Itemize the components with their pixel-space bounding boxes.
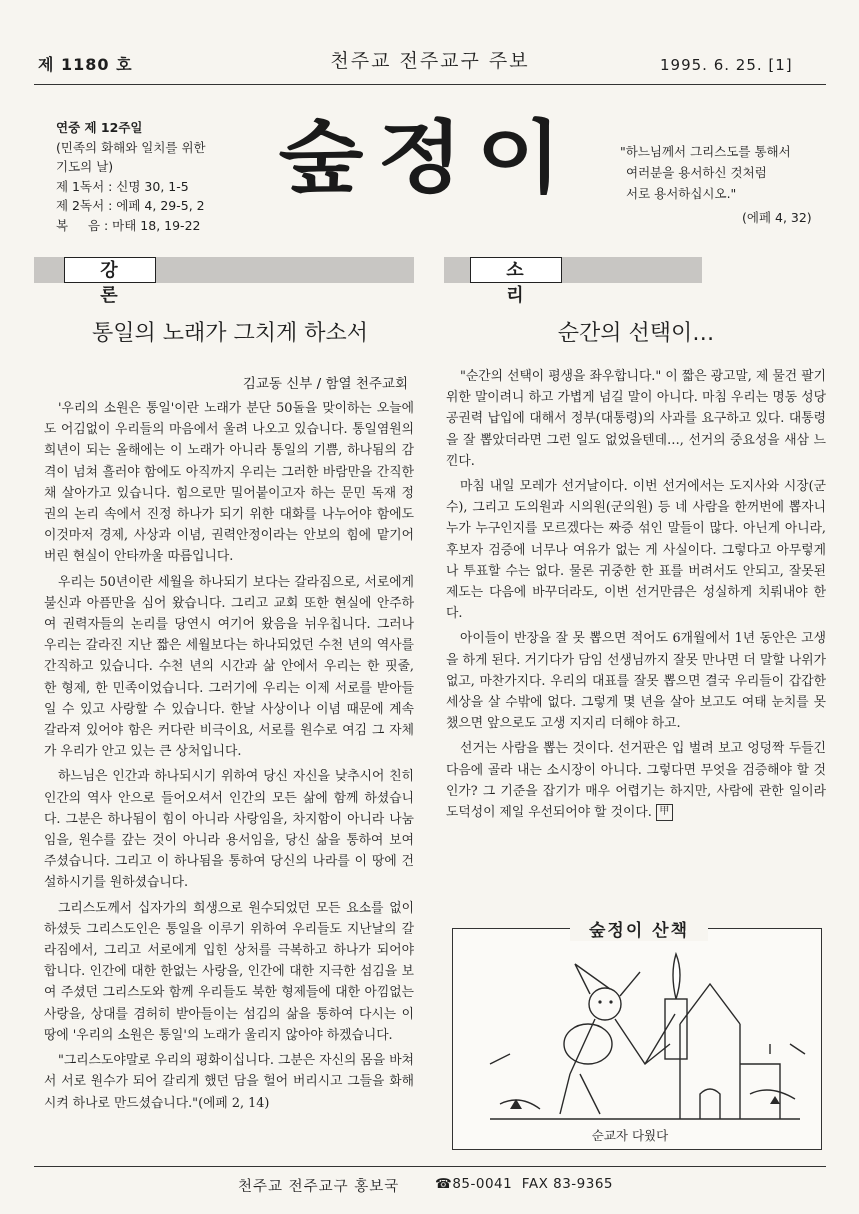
- voice-paragraph: [446, 738, 826, 823]
- footer-divider: [34, 1166, 826, 1167]
- publication-date: 1995. 6. 25. [1]: [660, 56, 793, 74]
- masthead-title: 숲정이: [278, 111, 576, 204]
- liturgy-gospel: 복 음 : 마태 18, 19-22: [56, 217, 201, 233]
- motto-line-2: 여러분을 용서하신 것처럼: [626, 165, 767, 180]
- section-label-sermon: 강론: [64, 257, 156, 283]
- voice-body: [446, 366, 826, 827]
- voice-paragraph: 마침 내일 모레가 선거날이다. 이번 선거에서는 도지사와 시장(군수), 그리고 도의원과 시의원(군의원) 등 네 사람을 한꺼번에 뽑자니 누가 누구인지를 모르겠다는 짜증 섞인 말들이 많다. 아닌게 아니라, 후보자 검증에 너무나 여유가 없는 게 사실이다. 그렇다고 아무렇게나 투표할 수는 없다. 물론 귀중한 한 표를 버려서도 안되고, 잘못된 제도는 다음에 바꾸더라도, 이번 선거만큼은 성실하게 치뤄내야 한다.: [446, 479, 826, 622]
- masthead-motto: [620, 141, 835, 204]
- motto-line-1: "하느님께서 그리스도를 통해서: [620, 144, 791, 159]
- section-label-voice: 소리: [470, 257, 562, 283]
- voice-headline: 순간의 선택이…: [557, 321, 715, 346]
- liturgy-occasion-1: (민족의 화해와 일치를 위한: [56, 139, 206, 155]
- sermon-paragraph: 하느님은 인간과 하나되시기 위하여 당신 자신을 낮추시어 친히 인간의 역사 안으로 들어오셔서 인간의 모든 삶에 함께 하셨습니다. 그분은 하나됨이 힘이 아니라 사랑임을, 차지함이 아니라 나눔임을, 원수를 갚는 것이 아니라 용서임을, 당신 삶을 통하여 보여 주셨습니다. 그리고 이 하나됨을 통하여 당신의 나라를 이 땅에 건설하시기를 원하셨습니다.: [44, 769, 414, 891]
- sermon-body: [44, 398, 414, 1118]
- sermon-byline: 김교동 신부 / 함열 천주교회: [242, 376, 408, 392]
- voice-paragraph: "순간의 선택이 평생을 좌우합니다." 이 짧은 광고말, 제 물건 팔기 위한 말이려니 하고 가볍게 넘길 말이 아니다. 마침 우리는 명동 성당 공권력 납입에 대해서 정부(대통령)의 사과를 요구하고 있다. 대통령을 잘 뽑았더라면 그런 일도 없었을텐데…, 선거의 중요성을 새삼 느낀다.: [446, 369, 826, 469]
- cartoon-illustration: [470, 944, 810, 1124]
- author-stamp: 甲: [656, 804, 673, 821]
- sermon-paragraph: "그리스도야말로 우리의 평화이십니다. 그분은 자신의 몸을 바쳐서 서로 원수가 되어 갈리게 했던 담을 헐어 버리시고 그들을 화해시켜 하나로 만드셨습니다."(에페 2, 14): [44, 1053, 414, 1111]
- liturgy-week: 연중 제 12주일: [56, 120, 143, 135]
- motto-line-3: 서로 용서하십시오.": [626, 186, 737, 201]
- publisher-name: 천주교 전주교구 주보: [330, 50, 530, 72]
- footer-organization: 천주교 전주교구 홍보국: [238, 1179, 400, 1195]
- sermon-paragraph: '우리의 소원은 통일'이란 노래가 분단 50돌을 맞이하는 오늘에도 어김없이 우리들의 마음에서 울려 나오고 있습니다. 통일염원의 희년이 되는 올해에는 이 노래가 아니라 통일의 기쁨, 하나됨의 감격이 넘쳐 흘러야 함에도 아직까지 우리는 그러한 바람만을 간직한 채 살아가고 있습니다. 힘으로만 밀어붙이고자 하는 문민 독재 정권의 논리 속에서 진정 하나가 되기 위한 대화를 나누어야 함에도 이것마저 경제, 사상과 이념, 권력안정이라는 안보의 힘에 맡기어 버린 현실이 안타까울 따름입니다.: [44, 401, 414, 565]
- voice-paragraph: 아이들이 반장을 잘 못 뽑으면 적어도 6개월에서 1년 동안은 고생을 하게 된다. 거기다가 담임 선생님까지 잘못 만나면 더 말할 나위가 없고, 마찬가지다. 우리의 대표를 잘못 뽑으면 결국 우리들이 갑갑한 세상을 살 수밖에 없다. 그렇게 몇 년을 살아 보고도 여태 눈치를 못 챘으면 앞으로도 고생 지지리 더해야 하고.: [446, 631, 826, 732]
- cartoon-title: 숲정이 산책: [570, 916, 708, 941]
- footer-contact: ☎85-0041 FAX 83-9365: [435, 1176, 614, 1192]
- liturgy-occasion-2: 기도의 날): [56, 159, 114, 174]
- sermon-paragraph: 우리는 50년이란 세월을 하나되기 보다는 갈라짐으로, 서로에게 불신과 아픔만을 심어 왔습니다. 그리고 교회 또한 현실에 안주하여 권력자들의 논리를 당연시 여기어 왔음을 뉘우칩니다. 그러나 우리는 갈라진 지난 짧은 세월보다는 하나되었던 수천 년의 역사를 간직하고 있습니다. 수천 년의 시간과 삶 안에서 우리는 한 핏줄, 한 형제, 한 민족이었습니다. 그러기에 우리는 이제 서로를 받아들일 수 있고 사랑할 수 있습니다. 한날 사상이나 이념 때문에 계속 갈라져 있어야 함은 커다란 비극이요, 서로를 원수로 여김 그 자체가 우리가 안고 있는 큰 상처입니다.: [44, 574, 414, 760]
- liturgy-info: [56, 118, 206, 235]
- header-divider: [34, 84, 826, 85]
- issue-number: 제 1180 호: [38, 55, 133, 74]
- liturgy-reading-2: 제 2독서 : 에페 4, 29-5, 2: [56, 198, 205, 213]
- voice-paragraph-text: 선거는 사람을 뽑는 것이다. 선거판은 입 벌려 보고 엉덩짝 두들긴 다음에 골라 내는 소시장이 아니다. 그렇다면 무엇을 검증해야 할 것인가? 그 기준을 잡기가 매우 어렵기는 하지만, 사람에 관한 일이라 도덕성이 제일 우선되어야 할 것이다.: [446, 741, 826, 821]
- sermon-headline: 통일의 노래가 그치게 하소서: [91, 321, 368, 346]
- sermon-paragraph: 그리스도께서 십자가의 희생으로 원수되었던 모든 요소를 없이 하셨듯 그리스도인은 통일을 이루기 위하여 우리들도 지난날의 갈라짐에서, 그리고 서로에게 입힌 상처를 극복하고 하나가 되어야 합니다. 인간에 대한 한없는 사랑을, 인간에 대한 지극한 섬김을 보여 주셨던 그리스도와 함께 우리들도 북한 형제들에 대한 아낌없는 사랑을, 상대를 겸허히 받아들이는 섬김의 삶을 통하여 다시는 이 땅에 '우리의 소원은 통일'의 노래가 울리지 않아야 하겠습니다.: [44, 900, 414, 1043]
- motto-reference: (에페 4, 32): [742, 210, 812, 225]
- liturgy-reading-1: 제 1독서 : 신명 30, 1-5: [56, 178, 189, 194]
- cartoon-caption: 순교자 다웠다: [591, 1128, 669, 1143]
